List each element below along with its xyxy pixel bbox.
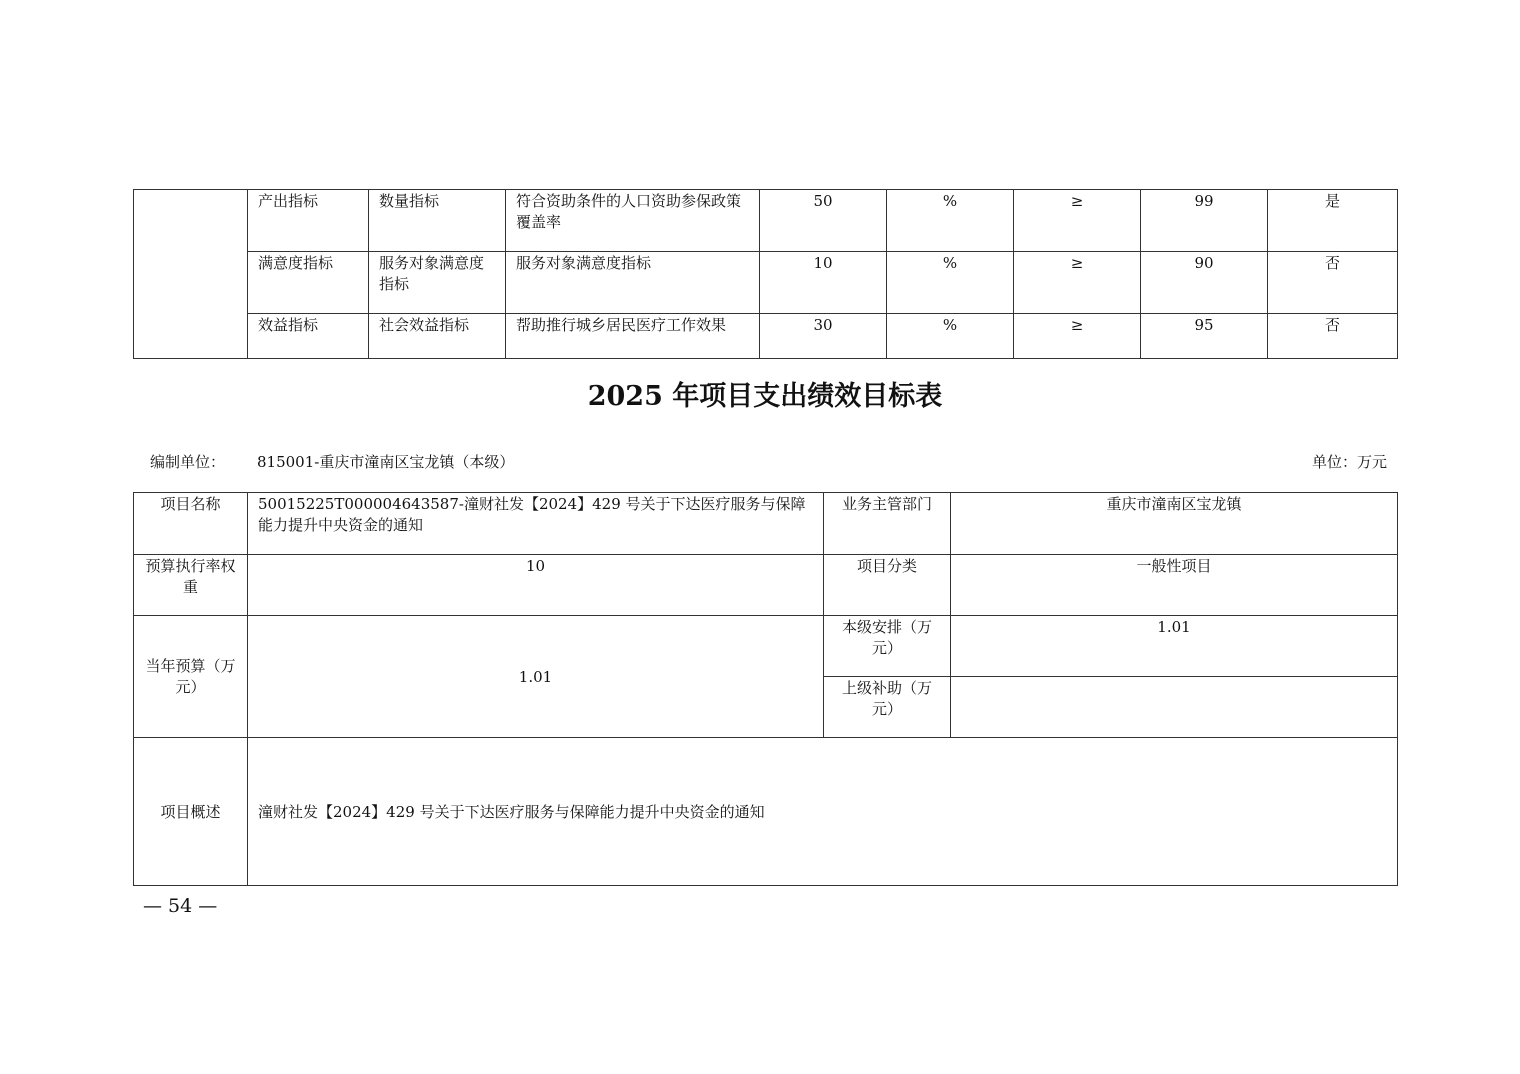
level1-cell: 满意度指标 <box>248 252 369 314</box>
execution-rate-label: 预算执行率权重 <box>134 555 248 616</box>
level2-cell: 服务对象满意度指标 <box>369 252 506 314</box>
department-label: 业务主管部门 <box>824 493 951 555</box>
upper-subsidy-value <box>951 677 1398 738</box>
weight-cell: 10 <box>760 252 887 314</box>
target-cell: 90 <box>1141 252 1268 314</box>
category-label: 项目分类 <box>824 555 951 616</box>
table-row <box>134 252 1398 314</box>
blank-cell <box>134 190 248 359</box>
unit-cell: % <box>887 252 1014 314</box>
target-cell: 99 <box>1141 190 1268 252</box>
department-value: 重庆市潼南区宝龙镇 <box>951 493 1398 555</box>
local-allocation-value: 1.01 <box>951 616 1398 677</box>
operator-cell: ≥ <box>1014 190 1141 252</box>
upper-subsidy-label: 上级补助（万元） <box>824 677 951 738</box>
indicator-cell: 服务对象满意度指标 <box>506 252 760 314</box>
indicator-cell: 帮助推行城乡居民医疗工作效果 <box>506 314 760 359</box>
overview-label: 项目概述 <box>134 738 248 886</box>
local-allocation-label: 本级安排（万元） <box>824 616 951 677</box>
compiling-unit-label: 编制单位： <box>150 453 226 471</box>
level1-cell: 产出指标 <box>248 190 369 252</box>
project-name-label: 项目名称 <box>134 493 248 555</box>
core-cell: 否 <box>1268 252 1398 314</box>
table-row <box>134 314 1398 359</box>
page-number: — 54 — <box>143 895 218 917</box>
page-title: 2025 年项目支出绩效目标表 <box>587 381 943 412</box>
core-cell: 否 <box>1268 314 1398 359</box>
table-row <box>134 190 1398 252</box>
table-row <box>134 555 1398 616</box>
execution-rate-value: 10 <box>248 555 824 616</box>
overview-value: 潼财社发【2024】429 号关于下达医疗服务与保障能力提升中央资金的通知 <box>248 738 1398 886</box>
indicator-table <box>133 189 1398 359</box>
core-cell: 是 <box>1268 190 1398 252</box>
level2-cell: 数量指标 <box>369 190 506 252</box>
currency-unit: 单位：万元 <box>1311 453 1387 471</box>
operator-cell: ≥ <box>1014 252 1141 314</box>
weight-cell: 30 <box>760 314 887 359</box>
table-row <box>134 738 1398 886</box>
unit-cell: % <box>887 190 1014 252</box>
table-row <box>134 616 1398 677</box>
indicator-cell: 符合资助条件的人口资助参保政策覆盖率 <box>506 190 760 252</box>
level2-cell: 社会效益指标 <box>369 314 506 359</box>
project-name-value: 50015225T000004643587-潼财社发【2024】429 号关于下达医疗服务与保障能力提升中央资金的通知 <box>248 493 824 555</box>
operator-cell: ≥ <box>1014 314 1141 359</box>
compiling-unit-value: 815001-重庆市潼南区宝龙镇（本级） <box>257 453 515 471</box>
table-row <box>134 493 1398 555</box>
target-cell: 95 <box>1141 314 1268 359</box>
unit-cell: % <box>887 314 1014 359</box>
project-table <box>133 492 1398 886</box>
level1-cell: 效益指标 <box>248 314 369 359</box>
category-value: 一般性项目 <box>951 555 1398 616</box>
weight-cell: 50 <box>760 190 887 252</box>
annual-budget-value: 1.01 <box>248 616 824 738</box>
annual-budget-label: 当年预算（万元） <box>134 616 248 738</box>
